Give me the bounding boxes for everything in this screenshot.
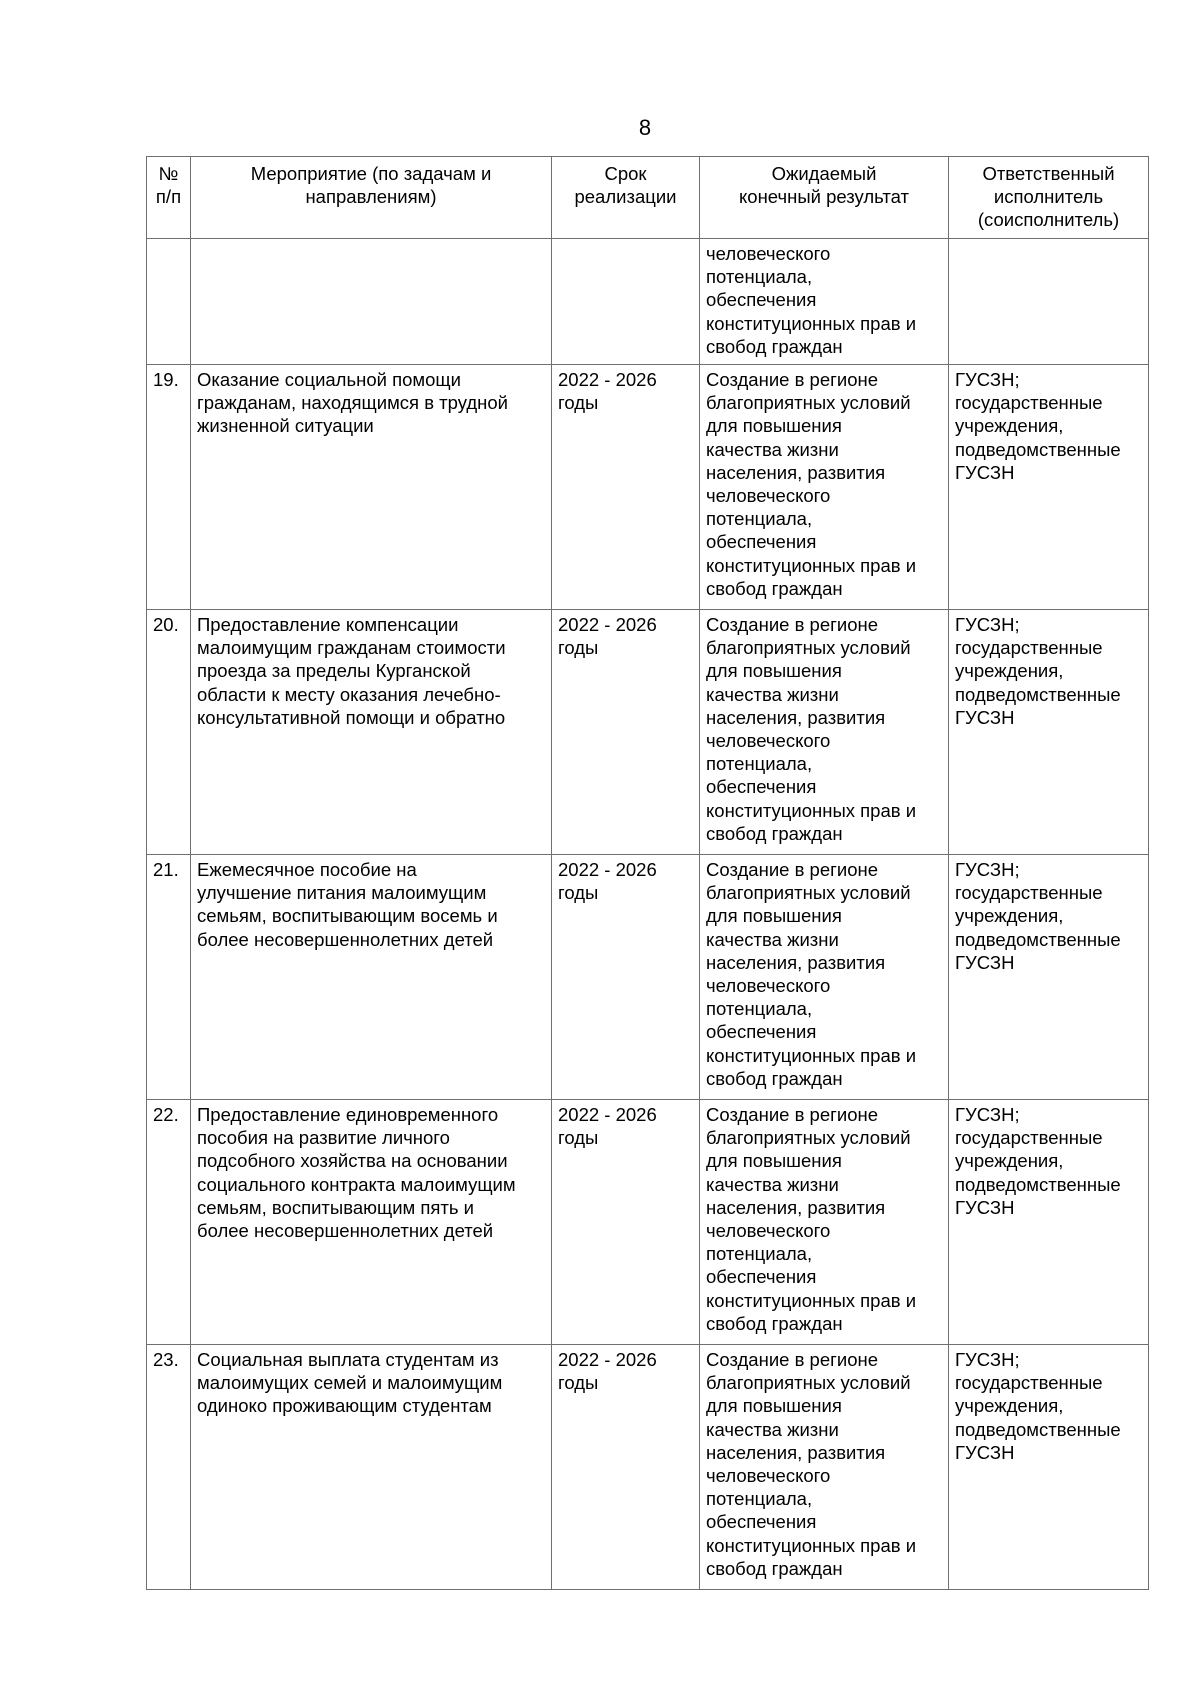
cell-result: Создание в регионе благоприятных условий для повышения качества жизни населения, развития человеческого потенциала, обеспечения конституционных прав и свобод граждан — [700, 1345, 949, 1590]
header-activity: Мероприятие (по задачам и направлениям) — [191, 157, 552, 239]
cell-responsible: ГУСЗН; государственные учреждения, подведомственные ГУСЗН — [949, 1100, 1149, 1345]
cell-term: 2022 - 2026 годы — [552, 610, 700, 855]
cell-term: 2022 - 2026 годы — [552, 1100, 700, 1345]
cell-result: Создание в регионе благоприятных условий для повышения качества жизни населения, развития человеческого потенциала, обеспечения конституционных прав и свобод граждан — [700, 365, 949, 610]
header-result: Ожидаемый конечный результат — [700, 157, 949, 239]
activities-table — [146, 156, 1149, 1590]
cell-number: 20. — [147, 610, 191, 855]
cell-activity: Оказание социальной помощи гражданам, находящимся в трудной жизненной ситуации — [191, 365, 552, 610]
table-row — [147, 610, 1149, 855]
table-row — [147, 855, 1149, 1100]
header-number: № п/п — [147, 157, 191, 239]
cell-number: 23. — [147, 1345, 191, 1590]
cell-term — [552, 239, 700, 365]
table-header-row — [147, 157, 1149, 239]
cell-term: 2022 - 2026 годы — [552, 365, 700, 610]
cell-responsible — [949, 239, 1149, 365]
cell-activity: Социальная выплата студентам из малоимущих семей и малоимущим одиноко проживающим студентам — [191, 1345, 552, 1590]
cell-responsible: ГУСЗН; государственные учреждения, подведомственные ГУСЗН — [949, 1345, 1149, 1590]
cell-term: 2022 - 2026 годы — [552, 1345, 700, 1590]
cell-responsible: ГУСЗН; государственные учреждения, подведомственные ГУСЗН — [949, 365, 1149, 610]
cell-number: 19. — [147, 365, 191, 610]
header-term: Срок реализации — [552, 157, 700, 239]
cell-result: человеческого потенциала, обеспечения конституционных прав и свобод граждан — [700, 239, 949, 365]
table-row — [147, 365, 1149, 610]
table-row-continuation — [147, 239, 1149, 365]
header-responsible: Ответственный исполнитель (соисполнитель) — [949, 157, 1149, 239]
table-row — [147, 1345, 1149, 1590]
table-row — [147, 1100, 1149, 1345]
cell-term: 2022 - 2026 годы — [552, 855, 700, 1100]
cell-number: 22. — [147, 1100, 191, 1345]
cell-responsible: ГУСЗН; государственные учреждения, подведомственные ГУСЗН — [949, 855, 1149, 1100]
cell-result: Создание в регионе благоприятных условий для повышения качества жизни населения, развития человеческого потенциала, обеспечения конституционных прав и свобод граждан — [700, 1100, 949, 1345]
cell-activity: Предоставление компенсации малоимущим гражданам стоимости проезда за пределы Курганской области к месту оказания лечебно- консультативной помощи и обратно — [191, 610, 552, 855]
cell-activity: Ежемесячное пособие на улучшение питания малоимущим семьям, воспитывающим восемь и более несовершеннолетних детей — [191, 855, 552, 1100]
cell-number: 21. — [147, 855, 191, 1100]
cell-result: Создание в регионе благоприятных условий для повышения качества жизни населения, развития человеческого потенциала, обеспечения конституционных прав и свобод граждан — [700, 610, 949, 855]
cell-number — [147, 239, 191, 365]
page-number: 8 — [638, 115, 652, 140]
cell-result: Создание в регионе благоприятных условий для повышения качества жизни населения, развития человеческого потенциала, обеспечения конституционных прав и свобод граждан — [700, 855, 949, 1100]
cell-activity — [191, 239, 552, 365]
cell-activity: Предоставление единовременного пособия на развитие личного подсобного хозяйства на основании социального контракта малоимущим семьям, воспитывающим пять и более несовершеннолетних детей — [191, 1100, 552, 1345]
cell-responsible: ГУСЗН; государственные учреждения, подведомственные ГУСЗН — [949, 610, 1149, 855]
